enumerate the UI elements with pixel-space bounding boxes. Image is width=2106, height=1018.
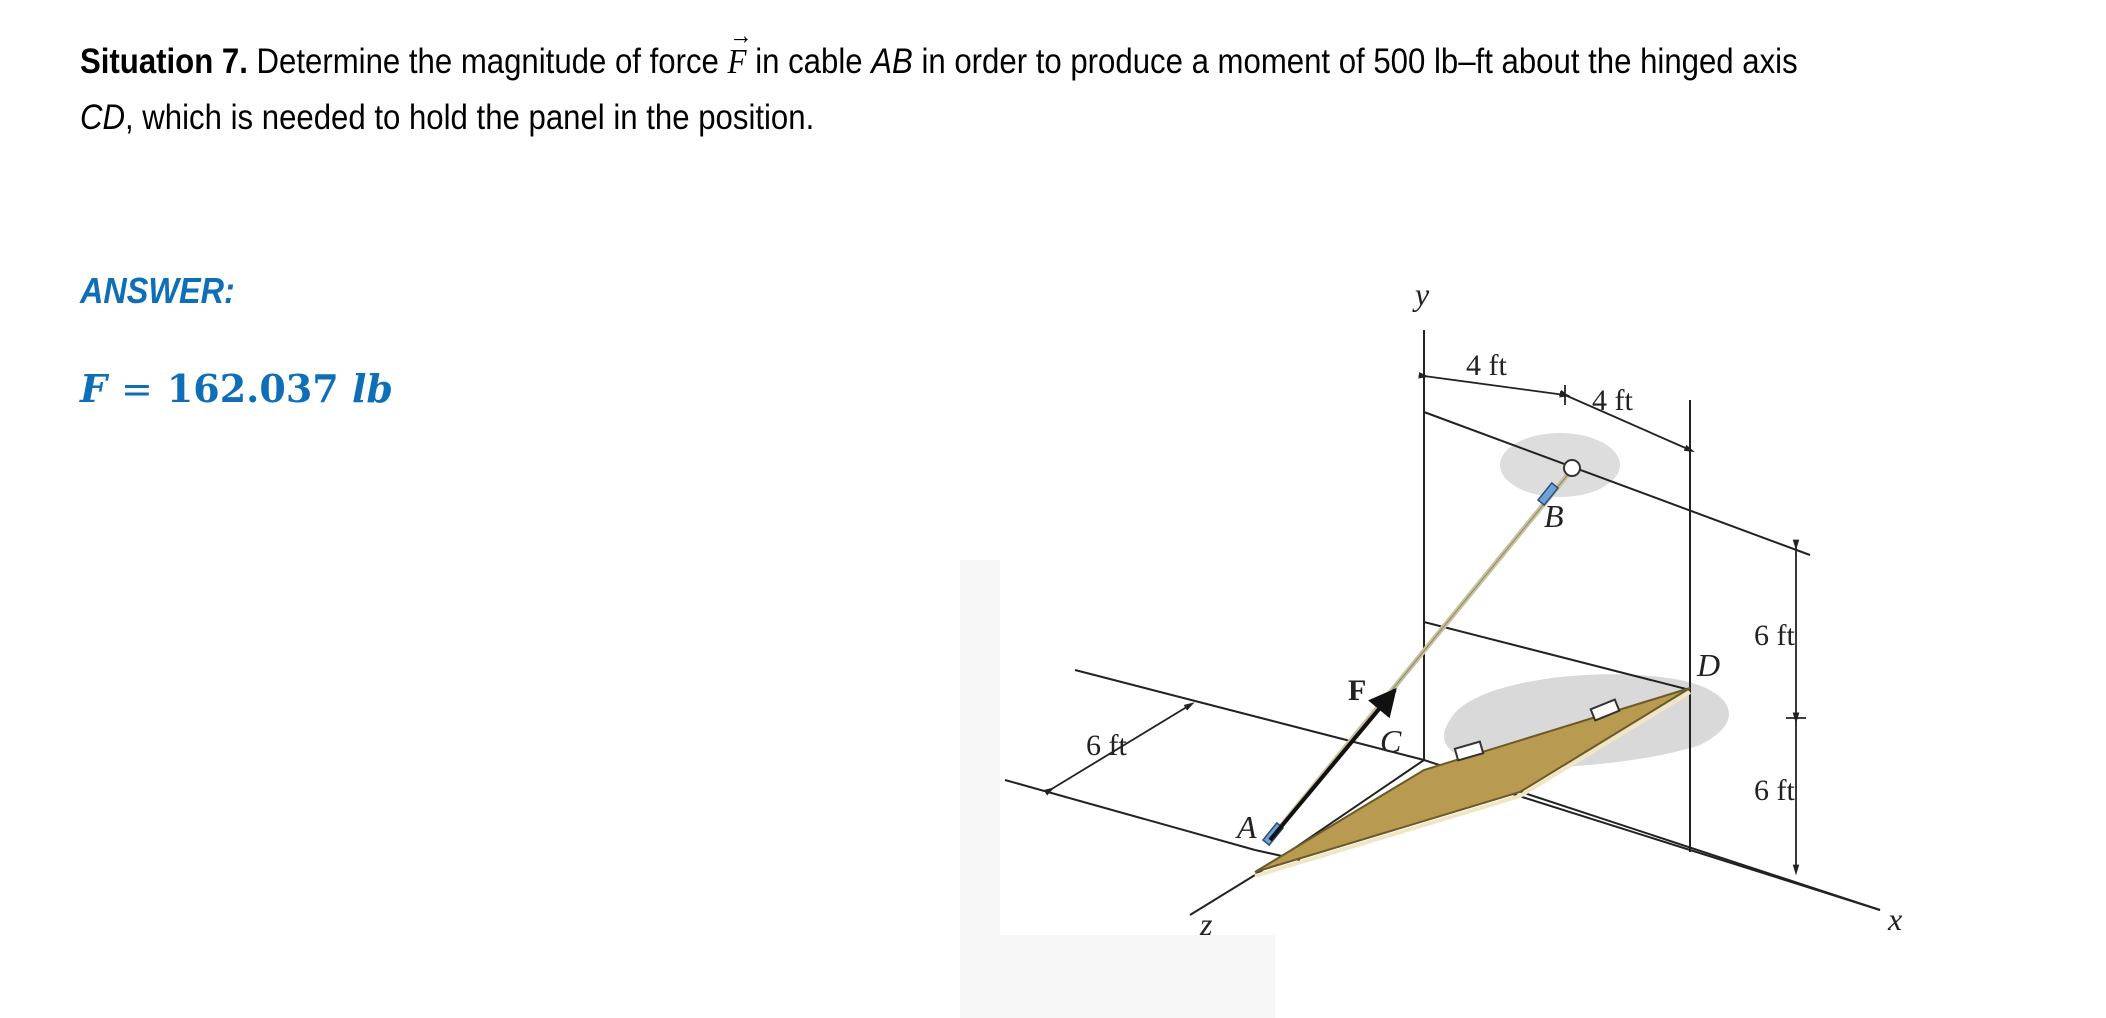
force-symbol: F <box>727 42 747 81</box>
background-patch <box>960 935 1275 1018</box>
axis-name: CD <box>80 98 126 137</box>
dim-6ft-left: 6 ft <box>1086 729 1127 762</box>
problem-text-1: Determine the magnitude of force <box>247 42 728 81</box>
anchor-b <box>1564 460 1580 476</box>
dim-6ft-upper: 6 ft <box>1754 619 1795 652</box>
answer-value: 162.037 <box>166 366 339 411</box>
answer-unit: lb <box>351 366 393 411</box>
z-axis-label: z <box>1200 906 1213 942</box>
answer-variable: F <box>80 366 107 411</box>
answer-equals: = <box>120 367 153 411</box>
reference-lines <box>1005 360 1880 910</box>
vector-arrow-icon: → <box>729 21 753 50</box>
answer-label: ANSWER: <box>80 270 235 311</box>
problem-text-2: in cable <box>746 42 872 81</box>
dim-4ft-1: 4 ft <box>1466 349 1507 382</box>
point-b-label: B <box>1544 498 1564 534</box>
point-a-label: A <box>1237 809 1257 845</box>
point-d-label: D <box>1697 647 1721 683</box>
point-c-label: C <box>1380 723 1402 759</box>
problem-text-4: , which is needed to hold the panel in the position. <box>125 98 815 137</box>
x-axis-label: x <box>1888 901 1903 937</box>
force-label: F <box>1348 674 1367 707</box>
cable-name: AB <box>871 42 913 81</box>
y-axis-label: y <box>1415 276 1430 312</box>
problem-text-3: in order to produce a moment of 500 lb–ft about the hinged axis <box>912 42 1798 81</box>
situation-label: Situation 7. <box>80 42 248 81</box>
dim-4ft-2: 4 ft <box>1592 384 1633 417</box>
dim-6ft-lower: 6 ft <box>1754 774 1795 807</box>
